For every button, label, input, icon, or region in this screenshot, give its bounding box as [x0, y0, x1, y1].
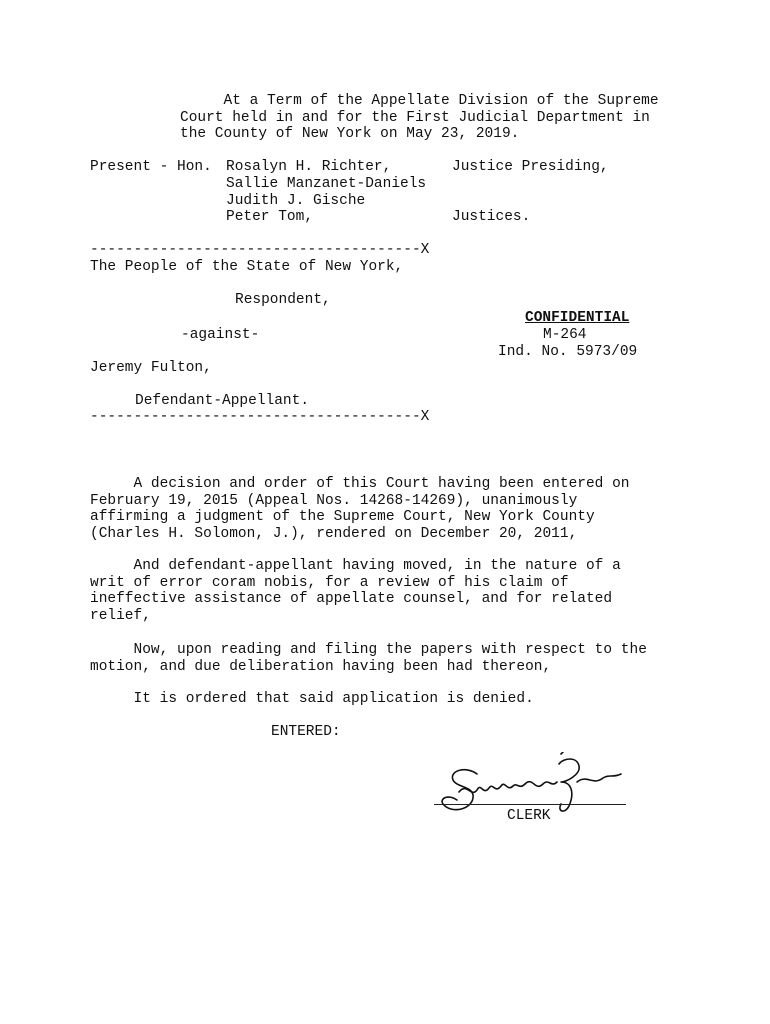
presiding-role: Justice Presiding,	[452, 159, 609, 175]
signature-line	[434, 804, 626, 805]
entered-label: ENTERED:	[271, 724, 341, 740]
indictment-number: Ind. No. 5973/09	[498, 344, 638, 360]
justices-role: Justices.	[452, 209, 531, 225]
paragraph-line: relief,	[90, 607, 151, 624]
party-people: The People of the State of New York,	[90, 259, 404, 275]
court-caption	[180, 93, 659, 143]
judge-manzanet-daniels: Sallie Manzanet-Daniels	[226, 176, 427, 192]
paragraph-line: affirming a judgment of the Supreme Court, New York County	[90, 509, 595, 526]
paragraph-motion	[90, 558, 690, 624]
paragraph-reading	[90, 642, 690, 675]
judge-richter: Rosalyn H. Richter,	[226, 159, 392, 175]
motion-number: M-264	[543, 327, 587, 343]
paragraph-line: ineffective assistance of appellate counsel, and for related	[90, 591, 613, 608]
present-label: Present - Hon.	[90, 159, 212, 175]
paragraph-order	[90, 691, 690, 708]
caption-line-2: Court held in and for the First Judicial Department in	[180, 109, 650, 126]
against-label: -against-	[181, 327, 260, 343]
paragraph-line: It is ordered that said application is denied.	[90, 691, 534, 707]
defendant-role: Defendant-Appellant.	[135, 393, 310, 409]
paragraph-line: writ of error coram nobis, for a review of his claim of	[90, 574, 569, 591]
paragraph-decision	[90, 476, 690, 542]
paragraph-line: February 19, 2015 (Appeal Nos. 14268-14269), unanimously	[90, 492, 578, 509]
separator-bottom: --------------------------------------X	[90, 409, 430, 425]
judge-gische: Judith J. Gische	[226, 193, 366, 209]
paragraph-line: A decision and order of this Court having been entered on	[90, 476, 630, 492]
clerk-label: CLERK	[507, 808, 551, 824]
party-defendant: Jeremy Fulton,	[90, 360, 212, 376]
paragraph-line: motion, and due deliberation having been had thereon,	[90, 658, 552, 675]
separator-top: --------------------------------------X	[90, 242, 430, 258]
confidential-label: CONFIDENTIAL	[525, 310, 630, 326]
caption-line-3: the County of New York on May 23, 2019.	[180, 126, 520, 142]
paragraph-line: And defendant-appellant having moved, in the nature of a	[90, 558, 621, 574]
judge-tom: Peter Tom,	[226, 209, 314, 225]
paragraph-line: (Charles H. Solomon, J.), rendered on December 20, 2011,	[90, 525, 578, 542]
paragraph-line: Now, upon reading and filing the papers with respect to the	[90, 642, 647, 658]
caption-line-1: At a Term of the Appellate Division of the Supreme	[180, 93, 659, 109]
respondent-label: Respondent,	[235, 292, 331, 308]
